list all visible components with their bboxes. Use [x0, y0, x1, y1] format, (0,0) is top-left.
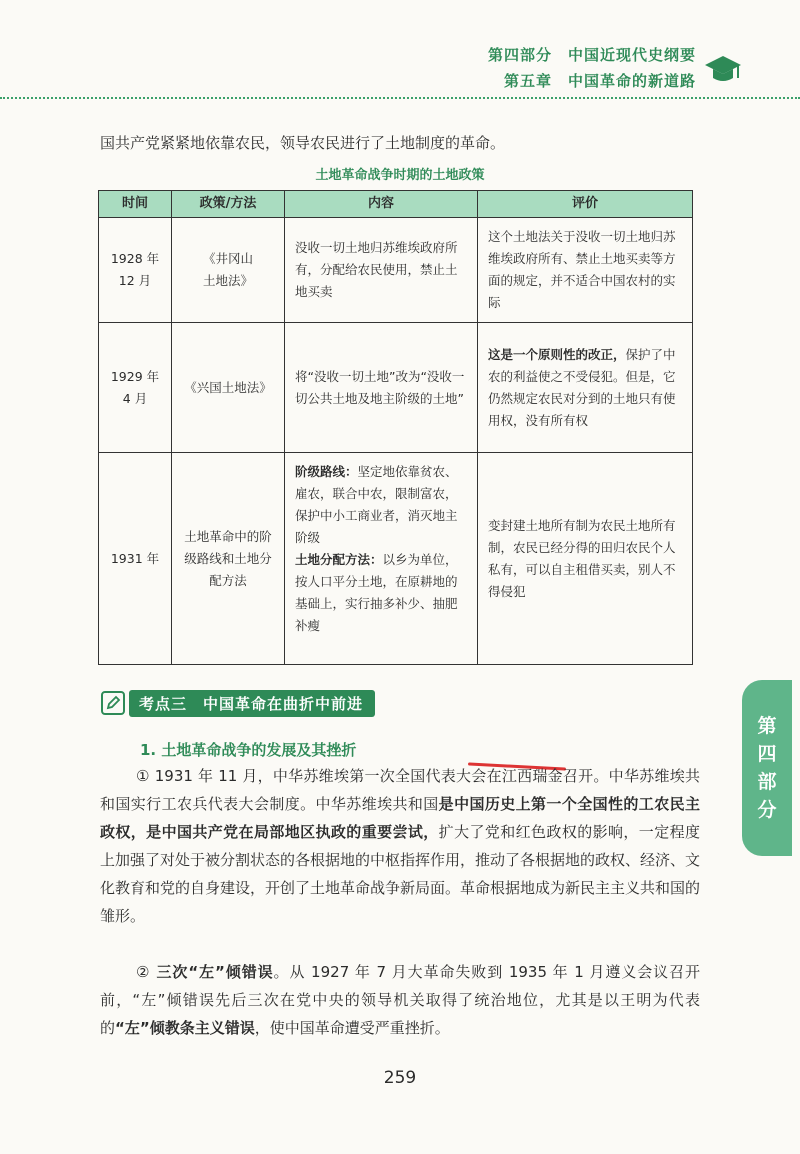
key-point-label: 考点三 中国革命在曲折中前进 [129, 690, 375, 717]
header-chapter-title: 第五章 中国革命的新道路 [503, 72, 696, 90]
evaluation-emphasis: 这是一个原则性的改正， [488, 346, 626, 362]
table-row [99, 453, 693, 665]
content-label-class-line: 阶级路线： [295, 464, 358, 479]
header-part-title: 第四部分 中国近现代史纲要 [487, 46, 696, 64]
table-row [99, 218, 693, 323]
cell-evaluation: 这个土地法关于没收一切土地归苏维埃政府所有、禁止土地买卖等方面的规定，并不适合中国农村的实际 [478, 218, 693, 323]
evaluation-text: 保护了中农的利益使之不受侵犯。但是，它仍然规定农民对分到的土地只有使用权，没有所有权 [488, 346, 676, 428]
para1-text-a: 1931 年 11 月，中华苏维埃第一次全国代表大会在江西瑞金召开。中华苏维埃共和国实行工农兵代表大会制度。中华苏维埃共和国 [100, 767, 700, 813]
intro-text: 国共产党紧紧地依靠农民，领导农民进行了土地制度的革命。 [100, 134, 506, 152]
header-cell-time: 时间 [99, 191, 172, 218]
content-distribution: 以乡为单位，按人口平分土地，在原耕地的基础上，实行抽多补少、抽肥补瘦 [295, 552, 458, 633]
header-cell-evaluation: 评价 [478, 191, 693, 218]
cell-policy: 《井冈山 土地法》 [172, 218, 285, 323]
side-section-tab [742, 680, 792, 856]
land-policy-table [98, 190, 693, 665]
side-tab-char: 四 [757, 743, 777, 765]
header-divider [0, 97, 800, 99]
cell-content: 没收一切土地归苏维埃政府所有，分配给农民使用，禁止土地买卖 [285, 218, 478, 323]
para2-emphasis-a: 三次“左”倾错误 [150, 963, 274, 981]
para2-emphasis-b: “左”倾教条主义错误 [115, 1019, 255, 1037]
cell-policy: 《兴国土地法》 [172, 323, 285, 453]
cell-time: 1931 年 [99, 453, 172, 665]
side-tab-char: 部 [757, 771, 777, 793]
paragraph-2 [100, 958, 700, 1042]
para2-text-b: ，使中国革命遭受严重挫折。 [254, 1019, 450, 1037]
side-tab-char: 第 [757, 715, 777, 737]
header-cell-content: 内容 [285, 191, 478, 218]
page-number: 259 [383, 1068, 417, 1088]
para1-number: ① [136, 767, 150, 785]
paragraph-1 [100, 762, 700, 930]
cell-content [285, 453, 478, 665]
cell-evaluation: 变封建土地所有制为农民土地所有制，农民已经分得的田归农民个人私有，可以自主租借买卖，别人不得侵犯 [478, 453, 693, 665]
cell-time: 1928 年 12 月 [99, 218, 172, 323]
para1-text-b: 扩大了党和红色政权的影响，一定程度上加强了对处于被分割状态的各根据地的中枢指挥作用，推动了各根据地的政权、经济、文化教育和党的自身建设，开创了土地革命战争新局面。革命根据地成为新民主主义共和国的雏形。 [100, 823, 701, 925]
side-tab-char: 分 [757, 799, 777, 821]
table-row [99, 323, 693, 453]
section-title: 1. 土地革命战争的发展及其挫折 [140, 741, 357, 759]
cell-time: 1929 年 4 月 [99, 323, 172, 453]
table-title: 土地革命战争时期的土地政策 [315, 168, 485, 183]
para2-number: ② [136, 963, 151, 981]
para2-text-a: 。从 1927 年 7 月大革命失败到 1935 年 1 月遵义会议召开前，“左”倾错误先后三次在党中央的领导机关取得了统治地位，尤其是以王明为代表的 [100, 963, 700, 1037]
cell-content: 将“没收一切土地”改为“没收一切公共土地及地主阶级的土地” [285, 323, 478, 453]
graduation-cap-icon [703, 52, 743, 86]
table-header-row [99, 191, 693, 218]
key-point-banner [101, 689, 375, 717]
content-label-distribution: 土地分配方法： [295, 552, 383, 567]
header-cell-policy: 政策/方法 [172, 191, 285, 218]
cell-evaluation [478, 323, 693, 453]
content-class-line: 坚定地依靠贫农、雇农，联合中农，限制富农，保护中小工商业者，消灭地主阶级 [295, 464, 458, 545]
pencil-icon [101, 691, 125, 715]
cell-policy: 土地革命中的阶级路线和土地分配方法 [172, 453, 285, 665]
para1-emphasis: 是中国历史上第一个全国性的工农民主政权，是中国共产党在局部地区执政的重要尝试， [100, 795, 700, 841]
